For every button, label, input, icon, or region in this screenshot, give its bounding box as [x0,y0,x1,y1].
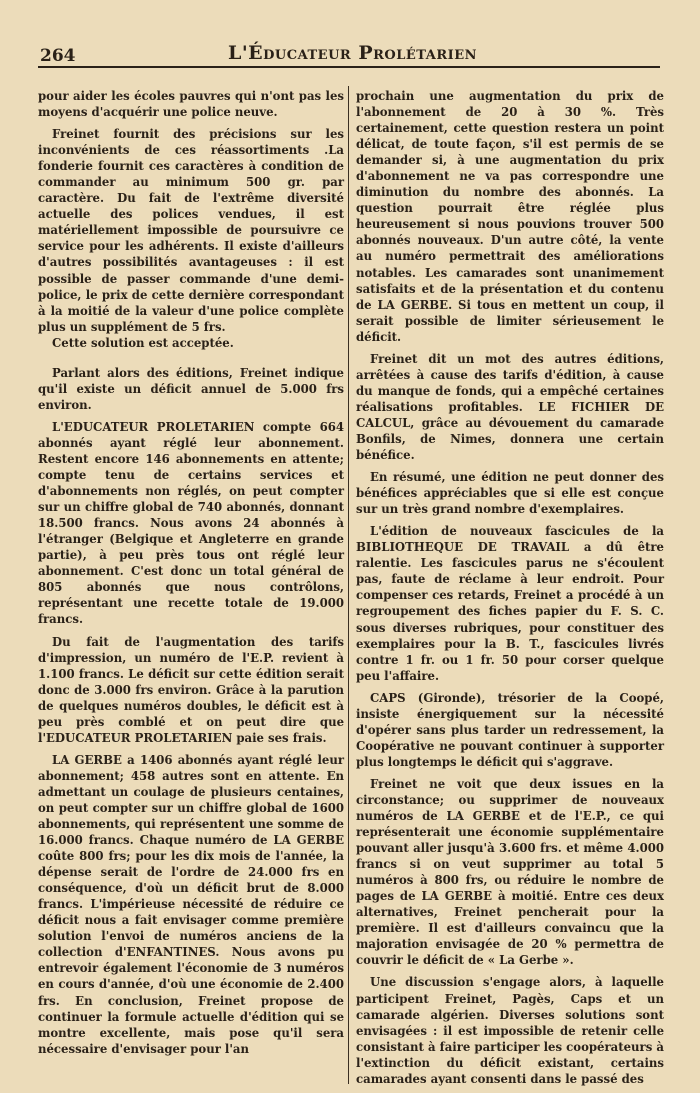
column-divider [348,86,349,1084]
paragraph: Freinet dit un mot des autres éditions, arrêtées à cause des tarifs d'édition, à cause du manque de fonds, qui a empêché certaines réalisations profitables. LE FICHIER DE CALCUL, grâce au dévouement du camarade Bonfils, de Nimes, donnera une certain bénéfice. [356,351,664,463]
right-column [356,88,664,1087]
paragraph: prochain une augmentation du prix de l'abonnement de 20 à 30 %. Très certainement, cette question restera un point délicat, de toute façon, s'il est permis de se demander si, à une augmentation du prix d'abonnement ne va pas correspondre une diminution du nombre des abonnés. La question pourrait être réglée plus heureusement si nous pouvions trouver 500 abonnés nouveaux. D'un autre côté, la vente au numéro permettrait des améliorations notables. Les camarades sont unanimement satisfaits et de la présentation et du contenu de LA GERBE. Si tous en mettent un coup, il serait possible de limiter sérieusement le déficit. [356,89,664,344]
page-header [38,38,660,68]
paragraph: En résumé, une édition ne peut donner des bénéfices appréciables que si elle est conçue sur un très grand nombre d'exemplaires. [356,470,664,517]
paragraph: LA GERBE a 1406 abonnés ayant réglé leur abonnement; 458 autres sont en attente. En admettant un coulage de plusieurs centaines, on peut compter sur un chiffre global de 1600 abonnements, qui représentent une somme de 16.000 francs. Chaque numéro de LA GERBE coûte 800 frs; pour les dix mois de l'année, la dépense serait de l'ordre de 24.000 frs en conséquence, d'où un déficit brut de 8.000 francs. L'impérieuse nécessité de réduire ce déficit nous a fait envisager comme première solution l'envoi de numéros anciens de la collection d'ENFANTINES. Nous avons pu entrevoir également l'économie de 3 numéros en cours d'année, d'où une économie de 2.400 frs. En conclusion, Freinet propose de continuer la formule actuelle d'édition qui se montre excellente, mais pose qu'il sera nécessaire d'envisager pour l'an [38,752,344,1056]
paragraph: Cette solution est acceptée. [52,335,234,350]
paragraph: pour aider les écoles pauvres qui n'ont pas les moyens d'acquérir une police neuve. [38,89,344,120]
paragraph: L'EDUCATEUR PROLETARIEN compte 664 abonnés ayant réglé leur abonnement. Restent encore 146 abonnements en attente; compte tenu de certains services et d'abonnements non réglés, on peut compter sur un chiffre global de 740 abonnés, donnant 18.500 francs. Nous avons 24 abonnés à l'étranger (Belgique et Angleterre en grande partie), à peu près tous ont réglé leur abonnement. C'est donc un total général de 805 abonnés que nous contrôlons, représentant une recette totale de 19.000 francs. [38,419,344,627]
paragraph: Du fait de l'augmentation des tarifs d'impression, un numéro de l'E.P. revient à 1.100 francs. Le déficit sur cette édition serait donc de 3.000 frs environ. Grâce à la parution de quelques numéros doubles, le déficit est à peu près comblé et on peut dire que l'EDUCATEUR PROLETARIEN paie ses frais. [38,634,344,745]
paragraph: Freinet fournit des précisions sur les inconvénients de ces réassortiments .La fonderie fournit ces caractères à condition de commander au minimum 500 gr. par caractère. Du fait de l'extrême diversité actuelle des polices vendues, il est matériellement impossible de poursuivre ce service pour les adhérents. Il existe d'ailleurs d'autres possibilités avantageuses : il est possible de passer commande d'une demi-police, le prix de cette dernière correspondant à la moitié de la valeur d'une police complète plus un supplément de 5 frs. [38,127,344,334]
header-rule [38,66,660,68]
running-title: L'Éducateur Prolétarien [228,42,478,64]
paragraph: CAPS (Gironde), trésorier de la Coopé, insiste énergiquement sur la nécessité d'opérer sans plus tarder un redressement, la Coopérative ne pouvant continuer à supporter plus longtemps le déficit qui s'aggrave. [356,690,664,769]
page-number: 264 [40,46,76,66]
paragraph: Freinet ne voit que deux issues en la circonstance; ou supprimer de nouveaux numéros de LA GERBE et de l'E.P., ce qui représenterait une économie supplémentaire pouvant aller jusqu'à 3.600 frs. et même 4.000 francs si on veut supprimer au total 5 numéros à 800 frs, ou réduire le nombre de pages de LA GERBE à moitié. Entre ces deux alternatives, Freinet pencherait pour la première. Il est d'ailleurs convaincu que la majoration envisagée de 20 % permettra de couvrir le déficit de « La Gerbe ». [356,776,664,968]
paragraph: Parlant alors des éditions, Freinet indique qu'il existe un déficit annuel de 5.000 frs environ. [38,365,344,412]
left-column [38,88,344,1057]
paragraph: L'édition de nouveaux fascicules de la BIBLIOTHEQUE DE TRAVAIL a dû être ralentie. Les fascicules parus ne s'écoulent pas, faute de réclame à leur endroit. Pour compenser ces retards, Freinet a procédé à un regroupement des fiches papier du F. S. C. sous diverses rubriques, pour constituer des exemplaires pour la B. T., fascicules livrés contre 1 fr. ou 1 fr. 50 pour corser quelque peu l'affaire. [356,524,664,683]
paragraph: Une discussion s'engage alors, à laquelle participent Freinet, Pagès, Caps et un camarade algérien. Diverses solutions sont envisagées : il est impossible de retenir celle consistant à faire participer les coopérateurs à l'extinction du déficit existant, certains camarades ayant consenti dans le passé des [356,975,664,1086]
